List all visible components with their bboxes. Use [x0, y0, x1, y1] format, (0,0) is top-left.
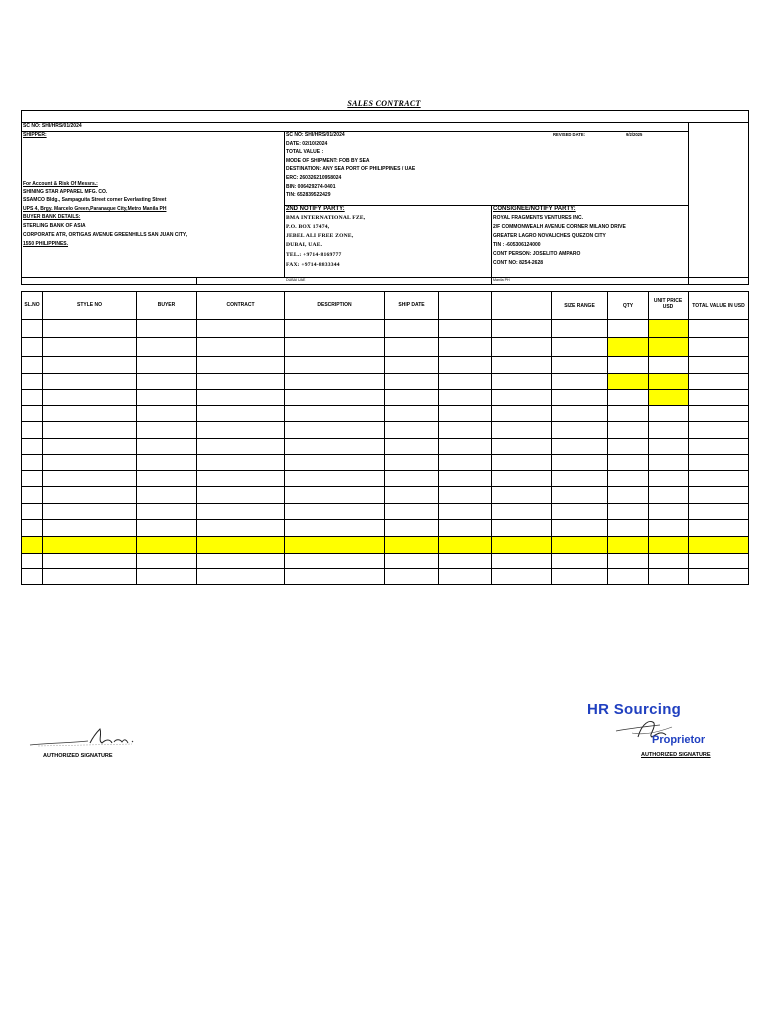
consignee-line-6: CONT NO: 8254-2628: [493, 259, 544, 266]
contract-info-erc: ERC: 260326210958024: [286, 175, 342, 181]
right-signature-caption: AUTHORIZED SIGNATURE: [641, 752, 711, 758]
left-signature-scribble: [28, 725, 138, 751]
highlight-cell: [648, 389, 688, 405]
buyer-line-3: UPS 4, Brgy. Marcelo Green,Paranaque City,Metro Manila PH: [23, 206, 167, 212]
notify2-label: 2ND NOTIFY PARTY:: [286, 206, 345, 212]
consignee-line-3: GREATER LAGRO NOVALICHES QUEZON CITY: [493, 232, 606, 239]
port-loading: DUBAI UAE: [286, 278, 306, 282]
contract-info-mode: MODE OF SHIPMENT: FOB BY SEA: [286, 157, 370, 164]
col-header-unit-price: UNIT PRICE USD: [653, 298, 683, 310]
contract-info-bin: BIN: 006429274-0401: [286, 183, 336, 190]
buyer-line-2: SSAMCO Bldg., Sampaguita Street corner Everlasting Street: [23, 197, 167, 203]
highlight-row: [21, 536, 749, 553]
left-signature-caption: AUTHORIZED SIGNATURE: [43, 753, 113, 759]
sc-no-left: SC NO: SHI/HRS/01/2024: [23, 123, 82, 129]
buyer-line-1: SHINING STAR APPAREL MFG. CO.: [23, 189, 108, 195]
port-discharge: Manila PH: [493, 278, 510, 282]
contract-info-sc: SC NO: SHI/HRS/01/2024: [286, 132, 345, 138]
notify2-line-4: DUBAI, UAE.: [286, 241, 323, 248]
col-header-contract: CONTRACT: [226, 302, 255, 308]
consignee-label: CONSIGNEE/NOTIFY PARTY:: [493, 206, 576, 212]
notify2-line-6: FAX: +9714-8833344: [286, 261, 340, 268]
col-header-buyer: BUYER: [157, 302, 176, 308]
col-header-description: DESCRIPTION: [317, 302, 352, 308]
notify2-line-5: TEL.: +9714-8169777: [286, 251, 342, 258]
bank-line-2: CORPORATE ATR, ORTIGAS AVENUE GREENHILLS SAN JUAN CITY,: [23, 232, 188, 238]
col-header-qty: QTY: [622, 303, 634, 309]
revised-date-value: 9/2/2025: [626, 132, 643, 137]
buyer-account-label: For Account & Risk Of Messrs.:: [23, 181, 98, 187]
contract-info-tin: TIN: 652839522429: [286, 192, 331, 199]
contract-info-date: DATE: 02/10/2024: [286, 140, 328, 147]
consignee-line-2: 2/F COMMONWEALH AVENUE CORNER MILANO DRIVE: [493, 223, 626, 230]
revised-date-label: REVISED DATE:: [553, 132, 586, 137]
document-title: SALES CONTRACT: [347, 99, 421, 108]
consignee-line-5: CONT PERSON: JOSELITO AMPARO: [493, 250, 581, 257]
notify2-line-3: JEBEL ALI FREE ZONE,: [286, 232, 354, 239]
proprietor-text: Proprietor: [652, 734, 706, 746]
contract-info-total: TOTAL VALUE :: [286, 149, 324, 156]
bank-line-1: STERLING BANK OF ASIA: [23, 223, 86, 229]
notify2-line-2: P.O. BOX 17474,: [286, 223, 330, 230]
highlight-cell: [648, 319, 688, 337]
col-header-slno: SL.NO: [24, 302, 40, 308]
col-header-style-no: STYLE NO: [76, 302, 102, 308]
col-header-ship-date: SHIP DATE: [398, 302, 425, 308]
col-header-total-value: TOTAL VALUE IN USD: [692, 303, 745, 309]
consignee-line-4: TIN : -605306124000: [493, 241, 541, 248]
bank-line-3: 1550 PHILIPPINES.: [23, 241, 69, 247]
consignee-line-1: ROYAL FRAGMENTS VENTURES INC.: [493, 214, 584, 221]
col-header-size-range: SIZE RANGE: [564, 303, 595, 309]
notify2-line-1: BMA INTERNATIONAL FZE,: [286, 214, 366, 221]
shipper-label: SHIPPER:: [23, 132, 47, 138]
bank-label: BUYER BANK DETAILS:: [23, 214, 81, 220]
hr-sourcing-logo: HR Sourcing: [587, 701, 682, 718]
contract-info-destination: DESTINATION: ANY SEA PORT OF PHILIPPINES / UAE: [286, 166, 416, 173]
